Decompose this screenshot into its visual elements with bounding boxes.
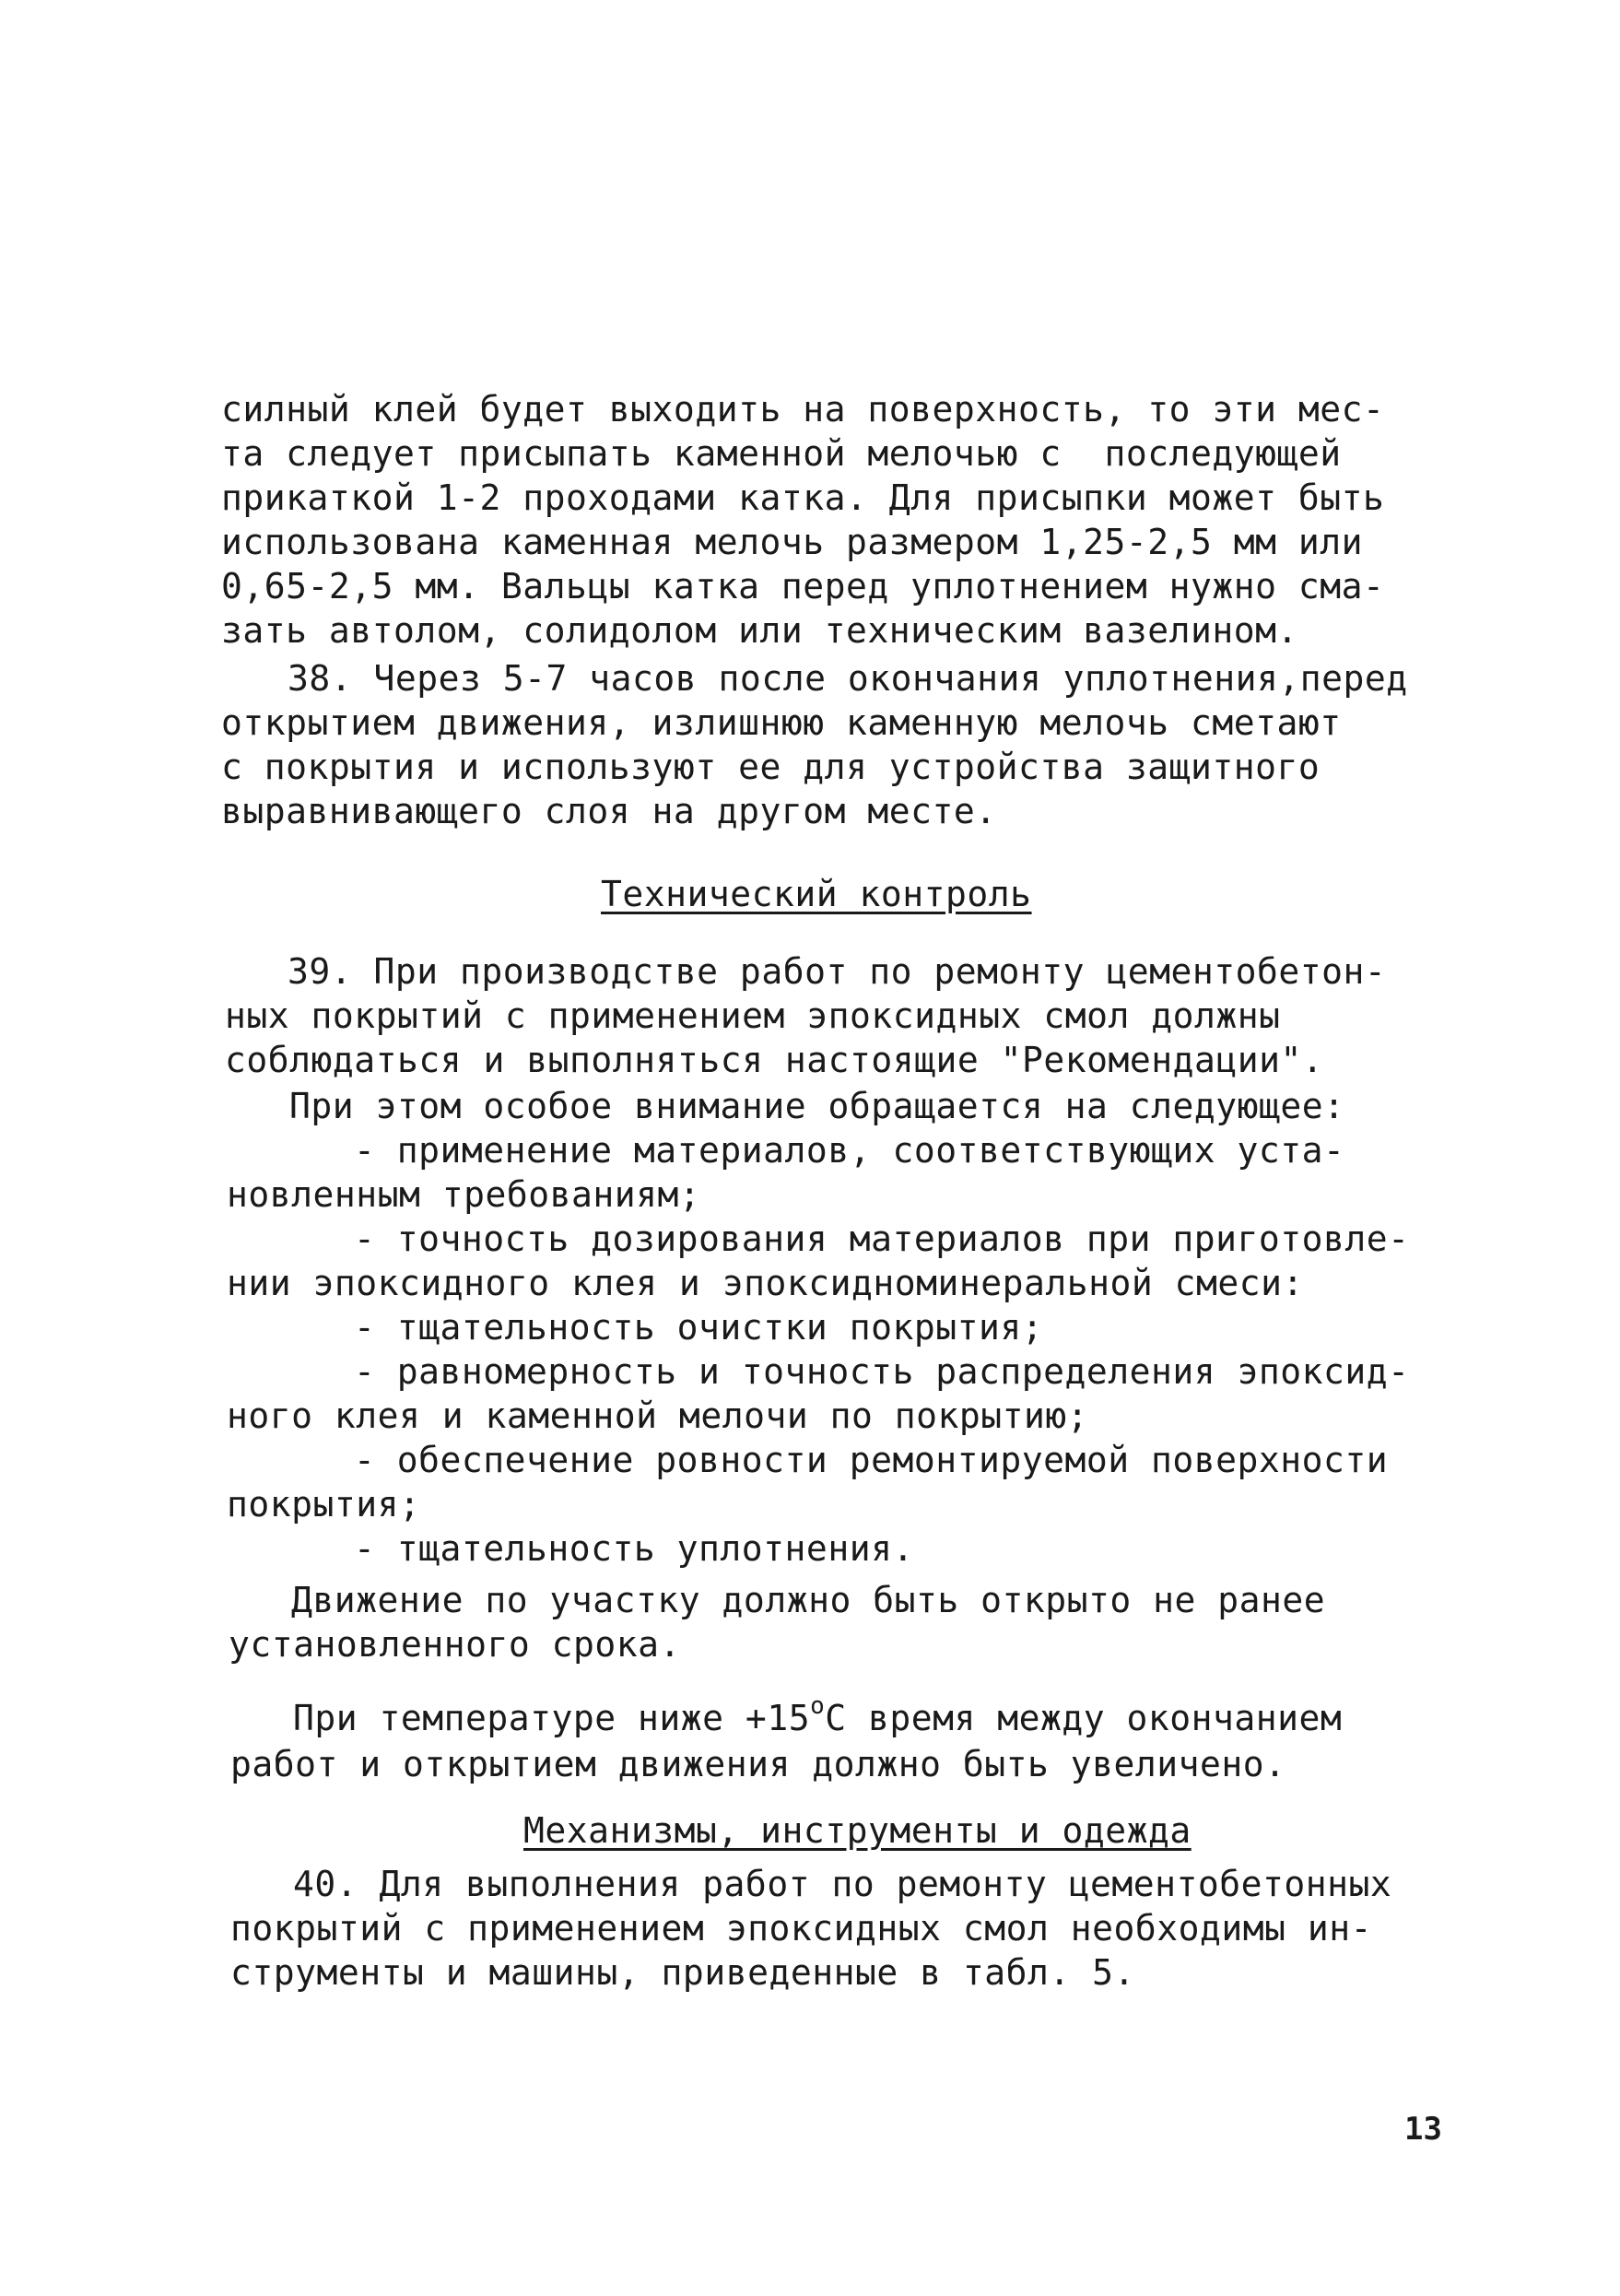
list-item: - точность дозирования материалов при приготовле- [354, 1219, 1410, 1259]
paragraph-40-line: 40. Для выполнения работ по ремонту цементобетонных [293, 1864, 1392, 1904]
degree-sign: о [810, 1692, 826, 1720]
page-number: 13 [1404, 2111, 1442, 2148]
paragraph-39-line: ных покрытий с применением эпоксидных смол должны [225, 995, 1281, 1036]
list-item: - тщательность очистки покрытия; [354, 1307, 1044, 1348]
list-item: нии эпоксидного клея и эпоксидноминеральной смеси: [227, 1263, 1304, 1303]
section-heading-mechanisms: Механизмы, инструменты и одежда [523, 1810, 1192, 1851]
paragraph-line: та следует присыпать каменной мелочью с последующей [221, 433, 1342, 474]
paragraph-line: прикаткой 1-2 проходами катка. Для присыпки может быть [221, 477, 1385, 518]
paragraph-attention: При этом особое внимание обращается на следующее: [289, 1086, 1345, 1126]
paragraph-temperature-line: работ и открытием движения должно быть увеличено. [230, 1744, 1286, 1784]
paragraph-40-line: покрытий с применением эпоксидных смол необходимы ин- [230, 1908, 1373, 1949]
list-item: новленным требованиям; [227, 1174, 701, 1215]
paragraph-39-line: 39. При производстве работ по ремонту цементобетон- [288, 951, 1387, 992]
section-heading-technical-control: Технический контроль [601, 874, 1032, 914]
paragraph-line: 0,65-2,5 мм. Вальцы катка перед уплотнением нужно сма- [221, 566, 1385, 606]
paragraph-38-line: 38. Через 5-7 часов после окончания уплотнения,перед [288, 658, 1408, 699]
paragraph-traffic-line: Движение по участку должно быть открыто не ранее [291, 1580, 1326, 1620]
list-item: ного клея и каменной мелочи по покрытию; [227, 1395, 1089, 1436]
paragraph-line: использована каменная мелочь размером 1,25-2,5 мм или [221, 522, 1364, 562]
list-item: - тщательность уплотнения. [354, 1528, 914, 1569]
paragraph-38-line: выравнивающего слоя на другом месте. [221, 791, 997, 831]
list-item: - равномерность и точность распределения эпоксид- [354, 1351, 1410, 1392]
paragraph-38-line: открытием движения, излишнюю каменную мелочь сметают [221, 702, 1342, 743]
list-item: - применение материалов, соответствующих уста- [354, 1130, 1345, 1171]
paragraph-38-line: с покрытия и используют ее для устройства защитного [221, 747, 1321, 787]
paragraph-40-line: струменты и машины, приведенные в табл. 5. [230, 1952, 1135, 1993]
paragraph-line: силный клей будет выходить на поверхность, то эти мес- [221, 389, 1385, 430]
paragraph-traffic-line: установленного срока. [229, 1624, 681, 1665]
list-item: - обеспечение ровности ремонтируемой поверхности [354, 1440, 1389, 1480]
paragraph-temperature-line: При температуре ниже $+15^оС$ время между окончанием [293, 1692, 1343, 1738]
paragraph-line: зать автолом, солидолом или техническим вазелином. [221, 610, 1298, 651]
list-item: покрытия; [227, 1484, 421, 1525]
paragraph-39-line: соблюдаться и выполняться настоящие "Рекомендации". [225, 1040, 1324, 1080]
